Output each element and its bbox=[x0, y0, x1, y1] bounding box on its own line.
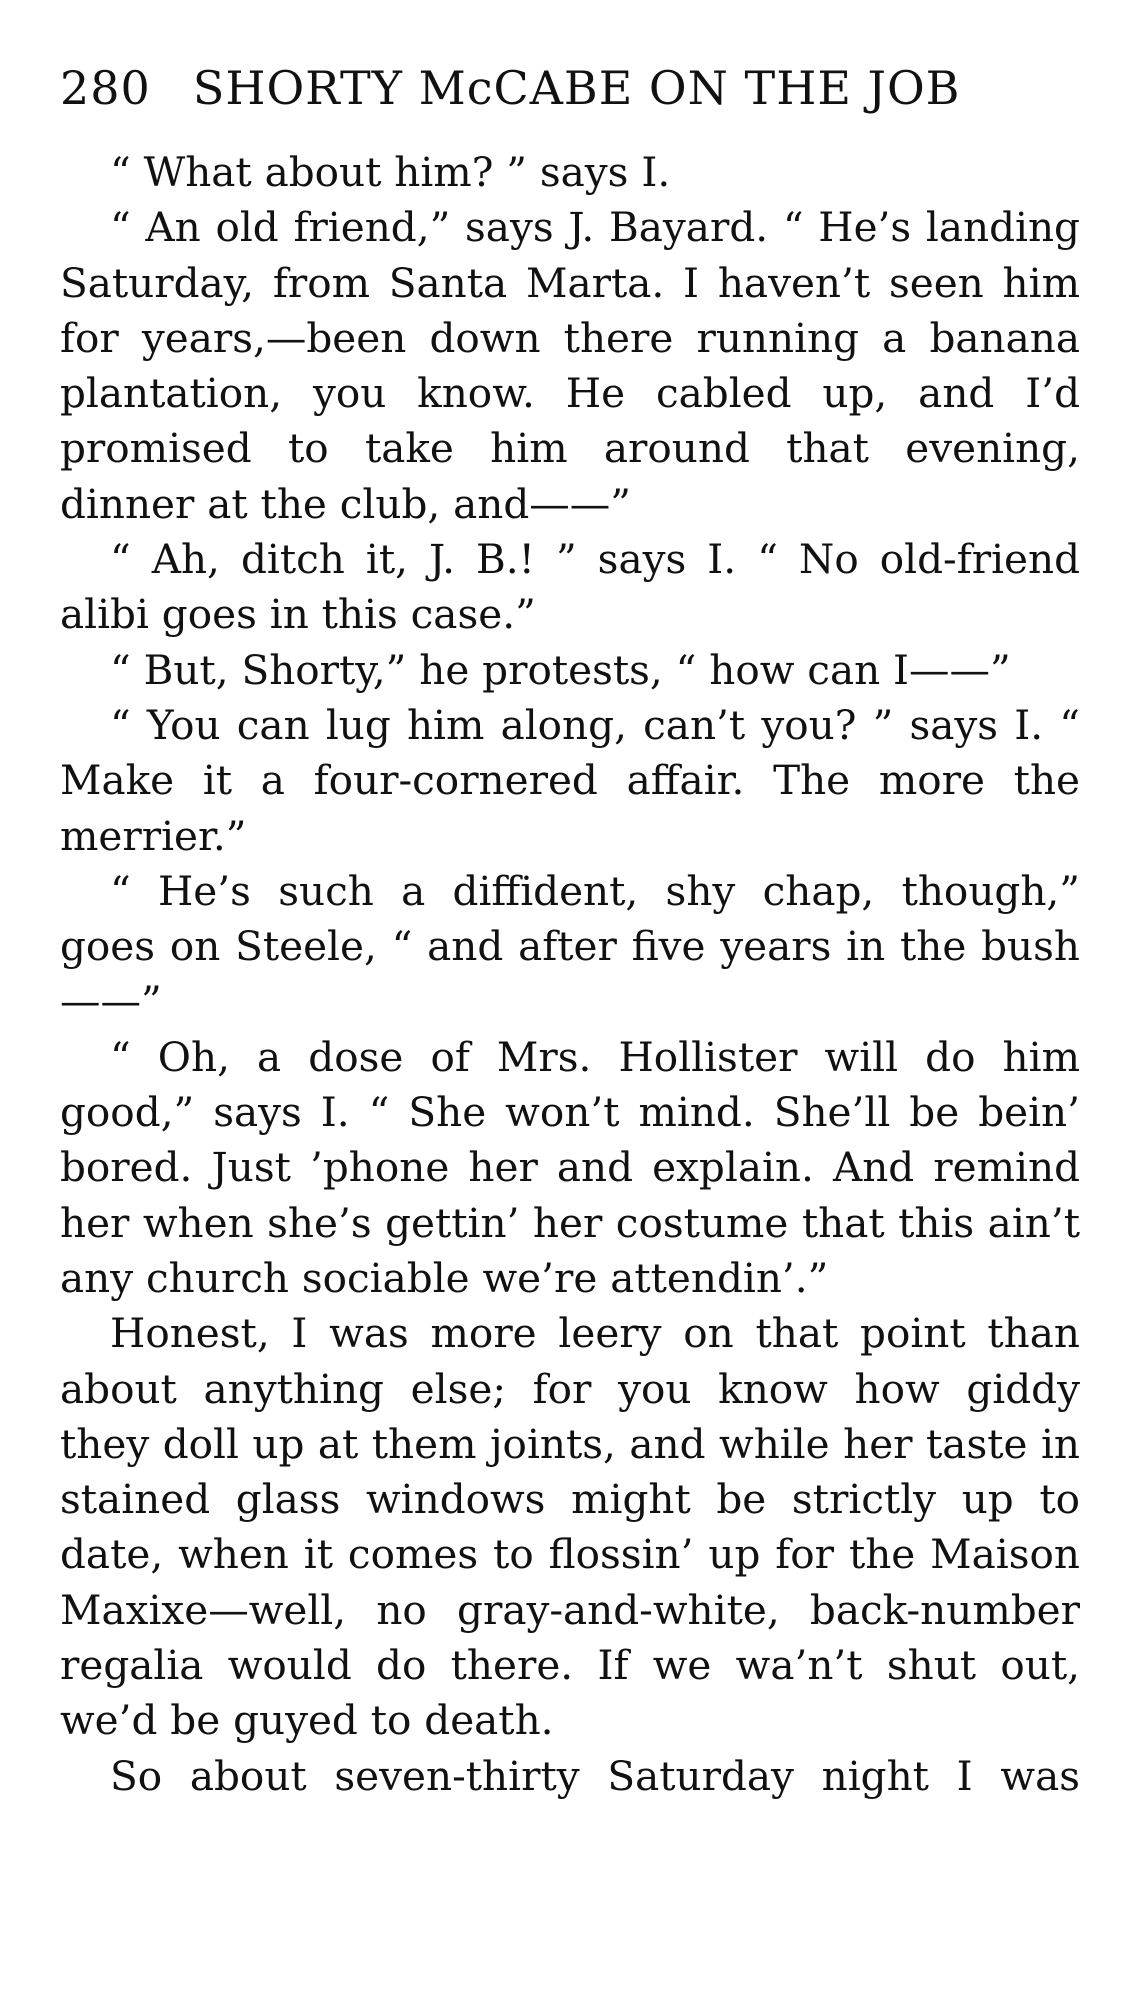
paragraph: “ But, Shorty,” he protests, “ how can I——” bbox=[110, 645, 1011, 694]
paragraph: “ He’s such a diffident, shy chap, though,” goes on Steele, “ and after five years in the bush——” bbox=[60, 866, 1080, 1026]
paragraph: Honest, I was more leery on that point than about anything else; for you know how giddy they doll up at them joints, and while her taste in stained glass windows might be strictly up to date, when it comes to flossin’ up for the Maison Maxixe—well, no gray-and-white, back-number regalia would do there. If we wa’n’t shut out, we’d be guyed to death. bbox=[60, 1309, 1080, 1745]
paragraph: So about seven-thirty Saturday night I was bbox=[110, 1751, 1080, 1800]
paragraph: “ Ah, ditch it, J. B.! ” says I. “ No old-friend alibi goes in this case.” bbox=[60, 535, 1080, 639]
paragraph: “ You can lug him along, can’t you? ” says I. “ Make it a four-cornered affair. The more the merrier.” bbox=[60, 700, 1080, 860]
page-number: 280 bbox=[60, 61, 151, 115]
paragraph: “ What about him? ” says I. bbox=[110, 148, 671, 196]
body-text bbox=[60, 145, 1080, 1804]
paragraph: “ An old friend,” says J. Bayard. “ He’s landing Saturday, from Santa Marta. I haven’t seen him for years,—been down there running a banana plantation, you know. He cabled up, and I’d promised to take him around that evening, dinner at the club, and——” bbox=[60, 203, 1080, 528]
running-header bbox=[60, 58, 1080, 118]
running-title: SHORTY McCABE ON THE JOB bbox=[192, 61, 961, 115]
paragraph: “ Oh, a dose of Mrs. Hollister will do him good,” says I. “ She won’t mind. She’ll be bein’ bored. Just ’phone her and explain. And remind her when she’s gettin’ her costume that this ain’t any church sociable we’re attendin’.” bbox=[60, 1032, 1080, 1302]
